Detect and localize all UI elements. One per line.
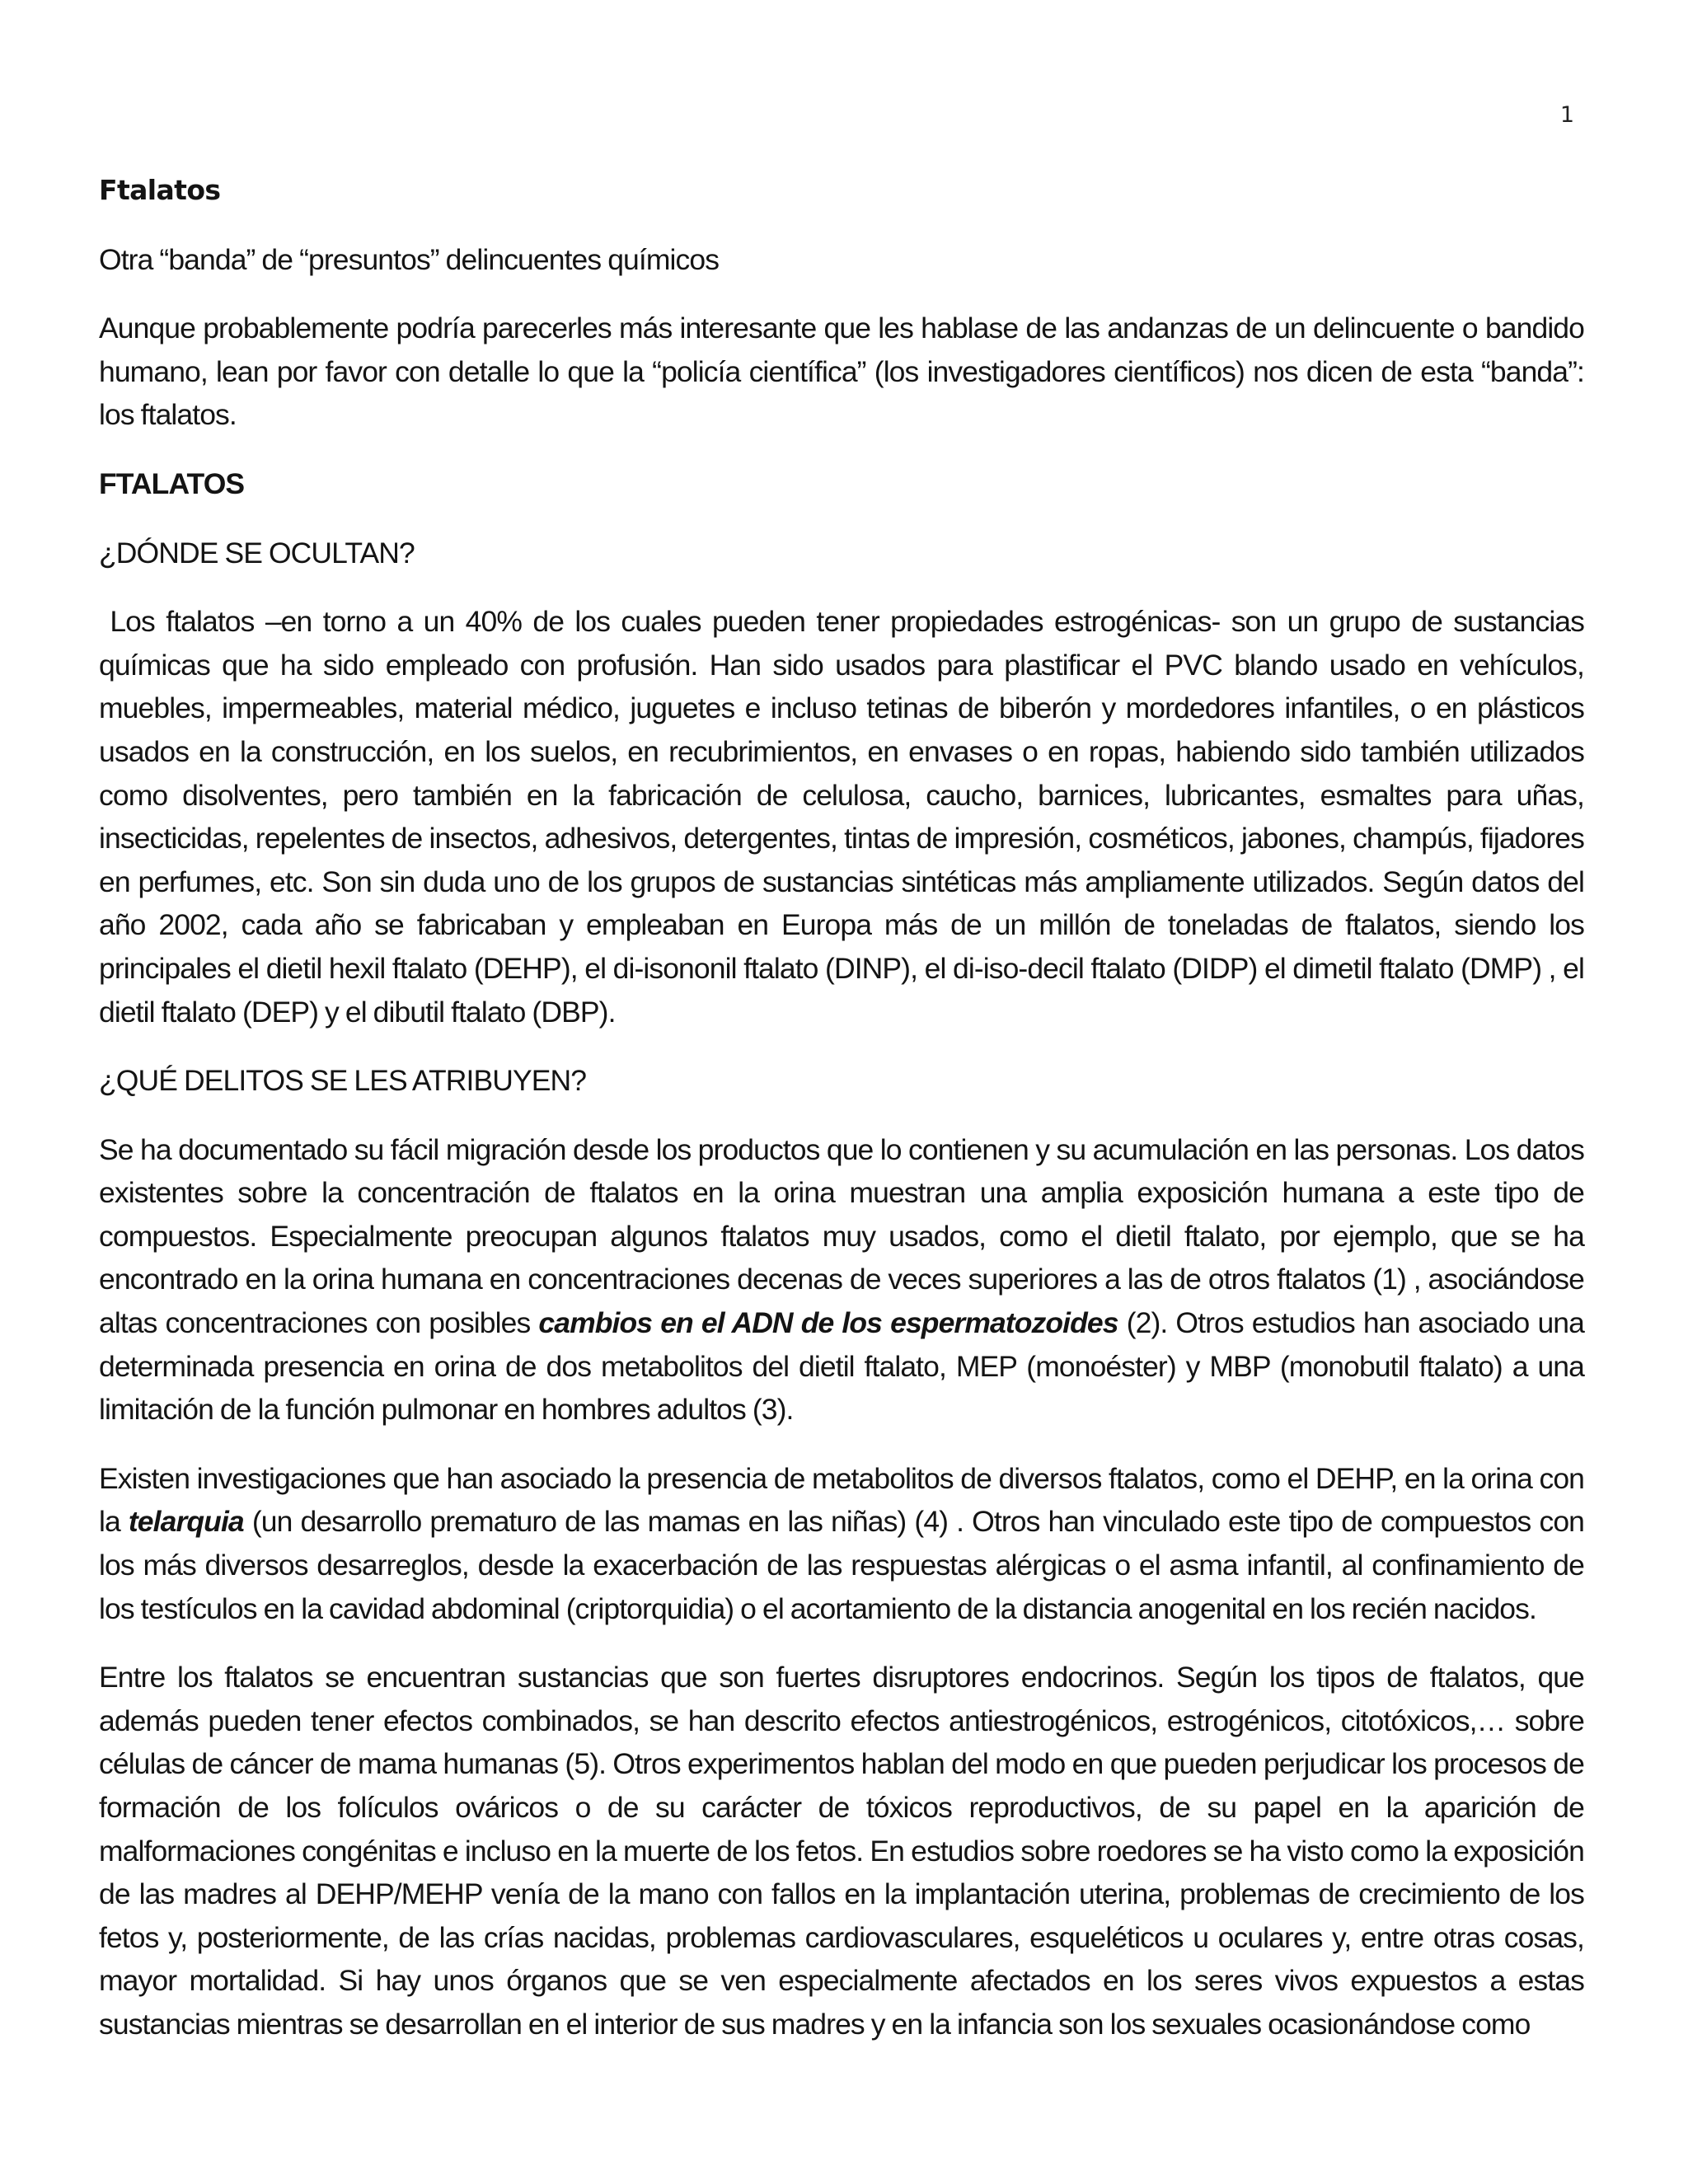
section-heading-delitos: ¿QUÉ DELITOS SE LES ATRIBUYEN?: [99, 1064, 587, 1098]
paragraph-delitos-1-b: (2). Otros estudios han asociado una determinada presencia en orina de dos metabolitos del dietil ftalato, MEP (monoéster) y MBP (monobutil ftalato) a una limitación de la función pulmonar en hombres adultos (3).: [99, 1306, 1584, 1427]
emphasis-telarquia: telarquia: [128, 1505, 244, 1539]
document-title: Ftalatos: [99, 174, 221, 206]
paragraph-delitos-2-b: (un desarrollo prematuro de las mamas en las niñas) (4) . Otros han vinculado este tipo de compuestos con los más diversos desarreglos, desde la exacerbación de las respuestas alérgicas o el asma infantil, al confinamiento de los testículos en la cavidad abdominal (criptorquidia) o el acortamiento de la distancia anogenital en los recién nacidos.: [99, 1505, 1585, 1625]
section-heading-ftalatos: FTALATOS: [99, 466, 245, 500]
intro-paragraph: Aunque probablemente podría parecerles más interesante que les hablase de las andanzas de un delincuente o bandido humano, lean por favor con detalle lo que la “policía científica” (los investigadores científicos) nos dicen de esta “banda”: los ftalatos.: [99, 312, 1584, 432]
emphasis-adn: cambios en el ADN de los espermatozoides: [538, 1306, 1118, 1340]
paragraph-delitos-1-a: Se ha documentado su fácil migración desde los productos que lo contienen y su acumulación en las personas. Los datos existentes sobre la concentración de ftalatos en la orina muestran una amplia exposición humana a este tipo de compuestos. Especialmente preocupan algunos ftalatos muy usados, como el dietil ftalato, por ejemplo, que se ha encontrado en la orina humana en concentraciones decenas de veces superiores a las de otros ftalatos (1) , asociándose altas concentraciones con posibles: [99, 1132, 1584, 1340]
paragraph-donde-text: Los ftalatos –en torno a un 40% de los cuales pueden tener propiedades estrogénicas- son un grupo de sustancias químicas que ha sido empleado con profusión. Han sido usados para plastificar el PVC blando usado en vehículos, muebles, impermeables, material médico, juguetes e incluso tetinas de biberón y mordedores infantiles, o en plásticos usados en la construcción, en los suelos, en recubrimientos, en envases o en ropas, habiendo sido también utilizados como disolventes, pero también en la fabricación de celulosa, caucho, barnices, lubricantes, esmaltes para uñas, insecticidas, repelentes de insectos, adhesivos, detergentes, tintas de impresión, cosméticos, jabones, champús, fijadores en perfumes, etc. Son sin duda uno de los grupos de sustancias sintéticas más ampliamente utilizados. Según datos del año 2002, cada año se fabricaban y empleaban en Europa más de un millón de toneladas de ftalatos, siendo los principales el dietil hexil ftalato (DEHP), el di-isononil ftalato (DINP), el di-iso-decil ftalato (DIDP) el dimetil ftalato (DMP) , el dietil ftalato (DEP) y el dibutil ftalato (DBP).: [99, 605, 1584, 1029]
paragraph-delitos-2-a: Existen investigaciones que han asociado la presencia de metabolitos de diversos ftalatos, como el DEHP, en la orina con la: [99, 1461, 1584, 1539]
paragraph-delitos-2: [99, 1457, 1584, 1630]
document-body: [99, 169, 1584, 2072]
paragraph-delitos-1: [99, 1128, 1584, 1432]
page-number: 1: [1559, 102, 1574, 128]
paragraph-donde: [99, 600, 1584, 1033]
paragraph-delitos-3: Entre los ftalatos se encuentran sustancias que son fuertes disruptores endocrinos. Según los tipos de ftalatos, que además pueden tener efectos combinados, se han descrito efectos antiestrogénicos, estrogénicos, citotóxicos,… sobre células de cáncer de mama humanas (5). Otros experimentos hablan del modo en que pueden perjudicar los procesos de formación de los folículos ováricos o de su carácter de tóxicos reproductivos, de su papel en la aparición de malformaciones congénitas e incluso en la muerte de los fetos. En estudios sobre roedores se ha visto como la exposición de las madres al DEHP/MEHP venía de la mano con fallos en la implantación uterina, problemas de crecimiento de los fetos y, posteriormente, de las crías nacidas, problemas cardiovasculares, esqueléticos u oculares y, entre otras cosas, mayor mortalidad. Si hay unos órganos que se ven especialmente afectados en los seres vivos expuestos a estas sustancias mientras se desarrollan en el interior de sus madres y en la infancia son los sexuales ocasionándose como: [99, 1661, 1584, 2041]
document-subtitle: Otra “banda” de “presuntos” delincuentes químicos: [99, 242, 720, 276]
section-heading-donde: ¿DÓNDE SE OCULTAN?: [99, 536, 415, 569]
